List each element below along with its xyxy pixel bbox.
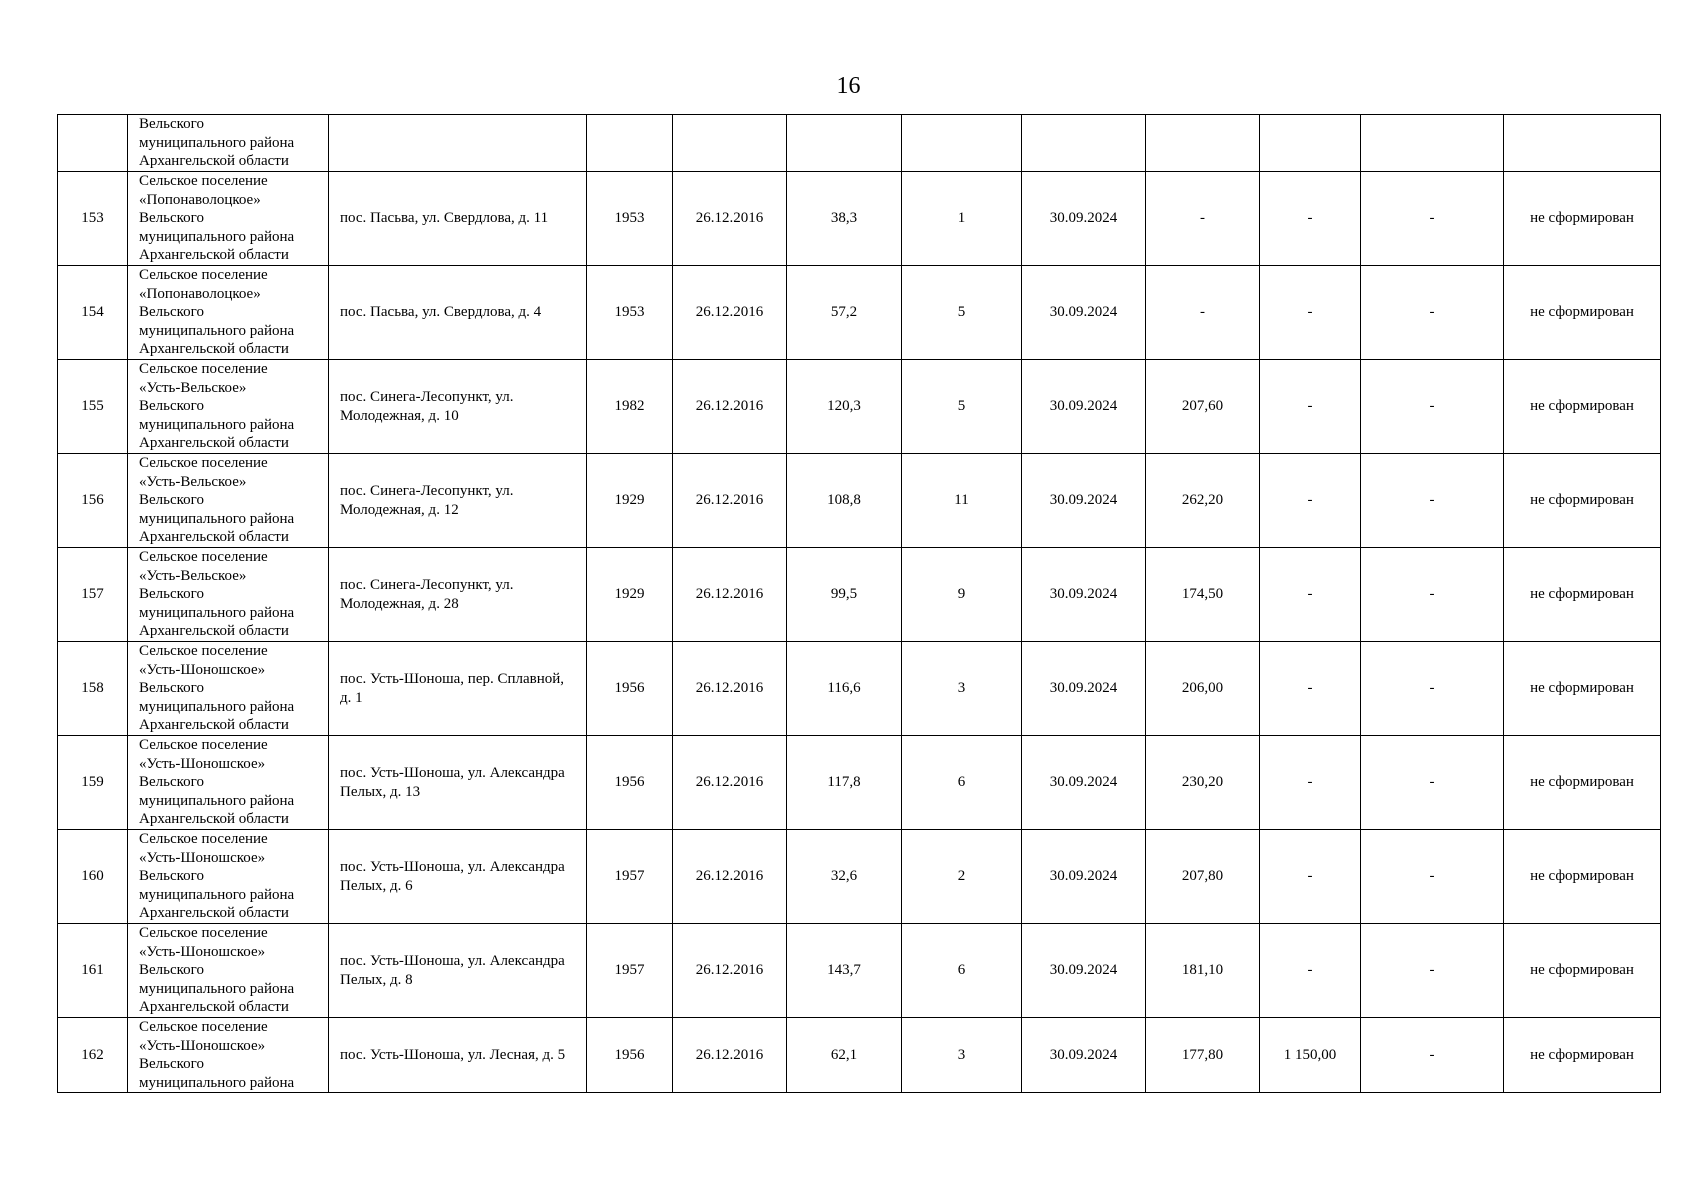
- cell-municipality: [128, 830, 329, 924]
- cell-area: 117,8: [787, 736, 902, 830]
- cell-col11: -: [1361, 548, 1504, 642]
- cell-date: 26.12.2016: [673, 548, 787, 642]
- cell-area: 108,8: [787, 454, 902, 548]
- municipality-line: Сельское поселение: [139, 173, 268, 189]
- cell-date: 26.12.2016: [673, 172, 787, 266]
- municipality-line: муниципального района: [139, 228, 295, 245]
- table-row: [58, 548, 1661, 642]
- cell-year: 1956: [587, 736, 673, 830]
- municipality-line: «Попонаволоцкое»: [139, 191, 261, 208]
- cell-col9: 177,80: [1146, 1018, 1260, 1093]
- cell-number: 157: [58, 548, 128, 642]
- municipality-line: Архангельской области: [139, 153, 289, 170]
- cell-municipality: [128, 454, 329, 548]
- cell-status: не сформирован: [1504, 266, 1661, 360]
- housing-registry-table: [57, 114, 1661, 1093]
- cell-date: 26.12.2016: [673, 642, 787, 736]
- municipality-line: муниципального района: [139, 604, 295, 621]
- cell-number: 161: [58, 924, 128, 1018]
- cell-municipality: [128, 360, 329, 454]
- cell-col9: 207,60: [1146, 360, 1260, 454]
- cell-col10: -: [1260, 642, 1361, 736]
- cell-address: [329, 115, 587, 172]
- cell-year: 1957: [587, 830, 673, 924]
- municipality-line: Вельского: [139, 1056, 204, 1073]
- cell-residents: [902, 115, 1022, 172]
- cell-date: [673, 115, 787, 172]
- cell-col11: -: [1361, 642, 1504, 736]
- table-row: [58, 1018, 1661, 1093]
- cell-deadline: [1022, 115, 1146, 172]
- cell-date: 26.12.2016: [673, 1018, 787, 1093]
- cell-year: 1956: [587, 642, 673, 736]
- cell-col10: -: [1260, 736, 1361, 830]
- cell-col9: 174,50: [1146, 548, 1260, 642]
- municipality-line: Сельское поселение: [139, 549, 268, 565]
- table-row: [58, 172, 1661, 266]
- table-row: [58, 266, 1661, 360]
- table-row-continuation: [58, 115, 1661, 172]
- table-row: [58, 360, 1661, 454]
- cell-residents: 6: [902, 924, 1022, 1018]
- municipality-line: Вельского: [139, 868, 204, 885]
- municipality-line: «Усть-Шоношское»: [139, 755, 266, 772]
- cell-year: [587, 115, 673, 172]
- cell-col11: -: [1361, 360, 1504, 454]
- cell-status: не сформирован: [1504, 642, 1661, 736]
- cell-number: 159: [58, 736, 128, 830]
- cell-col9: 262,20: [1146, 454, 1260, 548]
- cell-date: 26.12.2016: [673, 924, 787, 1018]
- cell-municipality: [128, 115, 329, 172]
- cell-date: 26.12.2016: [673, 830, 787, 924]
- table-body: [58, 115, 1661, 1093]
- cell-deadline: 30.09.2024: [1022, 454, 1146, 548]
- cell-status: [1504, 115, 1661, 172]
- municipality-line: Архангельской области: [139, 811, 289, 828]
- municipality-line: Вельского: [139, 398, 204, 415]
- cell-area: 38,3: [787, 172, 902, 266]
- cell-col10: -: [1260, 172, 1361, 266]
- municipality-line: Вельского: [139, 774, 204, 791]
- municipality-line: Сельское поселение: [139, 643, 268, 659]
- cell-deadline: 30.09.2024: [1022, 1018, 1146, 1093]
- cell-col11: -: [1361, 736, 1504, 830]
- cell-area: [787, 115, 902, 172]
- cell-deadline: 30.09.2024: [1022, 736, 1146, 830]
- cell-col9: 230,20: [1146, 736, 1260, 830]
- municipality-line: «Усть-Вельское»: [139, 473, 247, 490]
- cell-col10: [1260, 115, 1361, 172]
- municipality-line: Архангельской области: [139, 341, 289, 358]
- cell-col9: 207,80: [1146, 830, 1260, 924]
- cell-residents: 5: [902, 266, 1022, 360]
- table-row: [58, 830, 1661, 924]
- municipality-line: «Усть-Вельское»: [139, 379, 247, 396]
- cell-number: 156: [58, 454, 128, 548]
- cell-residents: 3: [902, 642, 1022, 736]
- municipality-line: Вельского: [139, 116, 204, 132]
- cell-area: 116,6: [787, 642, 902, 736]
- municipality-line: Архангельской области: [139, 435, 289, 452]
- cell-number: 160: [58, 830, 128, 924]
- cell-area: 120,3: [787, 360, 902, 454]
- municipality-line: Сельское поселение: [139, 1019, 268, 1035]
- cell-col9: 206,00: [1146, 642, 1260, 736]
- municipality-line: Сельское поселение: [139, 831, 268, 847]
- municipality-line: Сельское поселение: [139, 361, 268, 377]
- cell-address: пос. Синега-Лесопункт, ул. Молодежная, д. 12: [329, 454, 587, 548]
- cell-area: 62,1: [787, 1018, 902, 1093]
- cell-municipality: [128, 172, 329, 266]
- municipality-line: Архангельской области: [139, 717, 289, 734]
- municipality-line: муниципального района: [139, 134, 295, 151]
- municipality-line: «Усть-Шоношское»: [139, 943, 266, 960]
- cell-col11: -: [1361, 924, 1504, 1018]
- municipality-line: муниципального района: [139, 980, 295, 997]
- cell-number: 162: [58, 1018, 128, 1093]
- municipality-line: Сельское поселение: [139, 455, 268, 471]
- cell-col11: -: [1361, 172, 1504, 266]
- page-number: 16: [836, 73, 861, 99]
- cell-col11: -: [1361, 830, 1504, 924]
- cell-year: 1956: [587, 1018, 673, 1093]
- cell-municipality: [128, 548, 329, 642]
- cell-date: 26.12.2016: [673, 454, 787, 548]
- municipality-line: Вельского: [139, 586, 204, 603]
- municipality-line: Сельское поселение: [139, 267, 268, 283]
- cell-area: 143,7: [787, 924, 902, 1018]
- cell-year: 1953: [587, 172, 673, 266]
- municipality-line: Сельское поселение: [139, 737, 268, 753]
- municipality-line: Вельского: [139, 304, 204, 321]
- cell-col10: -: [1260, 360, 1361, 454]
- cell-status: не сформирован: [1504, 548, 1661, 642]
- cell-status: не сформирован: [1504, 924, 1661, 1018]
- cell-status: не сформирован: [1504, 454, 1661, 548]
- cell-status: не сформирован: [1504, 360, 1661, 454]
- municipality-line: Архангельской области: [139, 999, 289, 1016]
- table-row: [58, 454, 1661, 548]
- cell-col10: -: [1260, 830, 1361, 924]
- cell-deadline: 30.09.2024: [1022, 642, 1146, 736]
- cell-address: пос. Пасьва, ул. Свердлова, д. 4: [329, 266, 587, 360]
- cell-address: пос. Усть-Шоноша, ул. Александра Пелых, д. 6: [329, 830, 587, 924]
- municipality-line: «Усть-Шоношское»: [139, 1037, 266, 1054]
- cell-deadline: 30.09.2024: [1022, 172, 1146, 266]
- cell-deadline: 30.09.2024: [1022, 266, 1146, 360]
- cell-residents: 11: [902, 454, 1022, 548]
- municipality-line: «Усть-Вельское»: [139, 567, 247, 584]
- cell-date: 26.12.2016: [673, 266, 787, 360]
- cell-number: 153: [58, 172, 128, 266]
- cell-area: 99,5: [787, 548, 902, 642]
- cell-year: 1957: [587, 924, 673, 1018]
- table-row: [58, 642, 1661, 736]
- cell-residents: 9: [902, 548, 1022, 642]
- cell-deadline: 30.09.2024: [1022, 360, 1146, 454]
- municipality-line: муниципального района: [139, 416, 295, 433]
- cell-status: не сформирован: [1504, 1018, 1661, 1093]
- cell-number: 158: [58, 642, 128, 736]
- cell-residents: 3: [902, 1018, 1022, 1093]
- cell-col11: -: [1361, 1018, 1504, 1093]
- municipality-line: «Попонаволоцкое»: [139, 285, 261, 302]
- cell-number: 154: [58, 266, 128, 360]
- municipality-line: муниципального района: [139, 1074, 295, 1091]
- cell-col9: [1146, 115, 1260, 172]
- cell-col10: -: [1260, 548, 1361, 642]
- cell-date: 26.12.2016: [673, 360, 787, 454]
- municipality-line: «Усть-Шоношское»: [139, 849, 266, 866]
- cell-deadline: 30.09.2024: [1022, 830, 1146, 924]
- cell-col9: -: [1146, 172, 1260, 266]
- cell-municipality: [128, 924, 329, 1018]
- cell-address: пос. Усть-Шоноша, пер. Сплавной, д. 1: [329, 642, 587, 736]
- cell-residents: 2: [902, 830, 1022, 924]
- cell-col11: [1361, 115, 1504, 172]
- cell-deadline: 30.09.2024: [1022, 924, 1146, 1018]
- municipality-line: Вельского: [139, 680, 204, 697]
- cell-col9: 181,10: [1146, 924, 1260, 1018]
- cell-status: не сформирован: [1504, 736, 1661, 830]
- cell-address: пос. Пасьва, ул. Свердлова, д. 11: [329, 172, 587, 266]
- municipality-line: муниципального района: [139, 322, 295, 339]
- municipality-line: Вельского: [139, 962, 204, 979]
- municipality-line: муниципального района: [139, 698, 295, 715]
- cell-col10: -: [1260, 266, 1361, 360]
- cell-number: [58, 115, 128, 172]
- cell-address: пос. Синега-Лесопункт, ул. Молодежная, д. 28: [329, 548, 587, 642]
- cell-residents: 1: [902, 172, 1022, 266]
- municipality-line: Архангельской области: [139, 529, 289, 546]
- cell-residents: 6: [902, 736, 1022, 830]
- cell-address: пос. Усть-Шоноша, ул. Александра Пелых, д. 8: [329, 924, 587, 1018]
- cell-col10: 1 150,00: [1260, 1018, 1361, 1093]
- cell-year: 1929: [587, 548, 673, 642]
- municipality-line: Вельского: [139, 210, 204, 227]
- municipality-line: Сельское поселение: [139, 925, 268, 941]
- cell-address: пос. Усть-Шоноша, ул. Лесная, д. 5: [329, 1018, 587, 1093]
- cell-address: пос. Синега-Лесопункт, ул. Молодежная, д. 10: [329, 360, 587, 454]
- municipality-line: «Усть-Шоношское»: [139, 661, 266, 678]
- cell-col9: -: [1146, 266, 1260, 360]
- cell-residents: 5: [902, 360, 1022, 454]
- municipality-line: Архангельской области: [139, 905, 289, 922]
- cell-status: не сформирован: [1504, 172, 1661, 266]
- cell-year: 1929: [587, 454, 673, 548]
- municipality-line: муниципального района: [139, 792, 295, 809]
- cell-status: не сформирован: [1504, 830, 1661, 924]
- cell-number: 155: [58, 360, 128, 454]
- municipality-line: Архангельской области: [139, 623, 289, 640]
- table-row: [58, 736, 1661, 830]
- cell-col10: -: [1260, 924, 1361, 1018]
- cell-col10: -: [1260, 454, 1361, 548]
- cell-date: 26.12.2016: [673, 736, 787, 830]
- cell-col11: -: [1361, 266, 1504, 360]
- cell-municipality: [128, 266, 329, 360]
- cell-area: 57,2: [787, 266, 902, 360]
- cell-deadline: 30.09.2024: [1022, 548, 1146, 642]
- municipality-line: Вельского: [139, 492, 204, 509]
- cell-municipality: [128, 1018, 329, 1093]
- cell-area: 32,6: [787, 830, 902, 924]
- cell-year: 1982: [587, 360, 673, 454]
- cell-year: 1953: [587, 266, 673, 360]
- cell-col11: -: [1361, 454, 1504, 548]
- municipality-line: Архангельской области: [139, 247, 289, 264]
- municipality-line: муниципального района: [139, 886, 295, 903]
- municipality-line: муниципального района: [139, 510, 295, 527]
- cell-municipality: [128, 736, 329, 830]
- cell-address: пос. Усть-Шоноша, ул. Александра Пелых, д. 13: [329, 736, 587, 830]
- cell-municipality: [128, 642, 329, 736]
- table-row: [58, 924, 1661, 1018]
